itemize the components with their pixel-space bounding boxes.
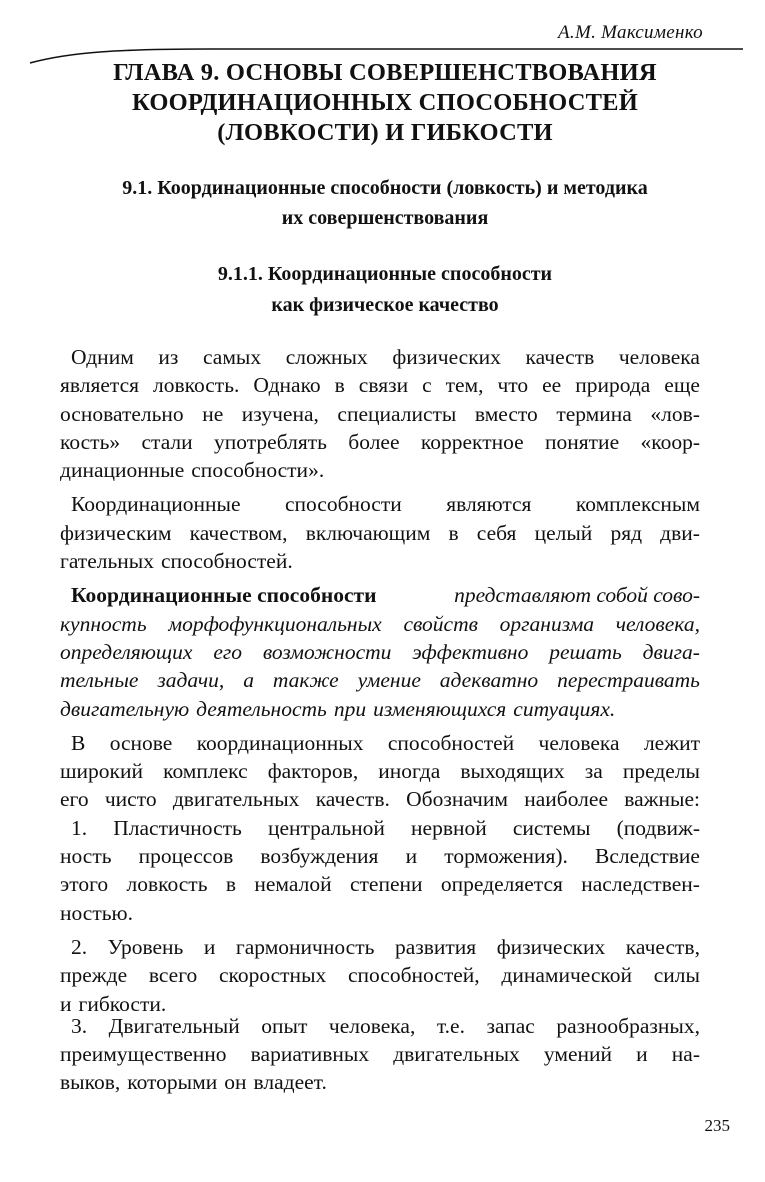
text-line: динационные способности». [60,458,325,483]
text-line: ность процессов возбуждения и торможения). Вследствие [60,844,700,869]
definition-line [60,583,700,611]
text-line: гательных способностей. [60,549,293,574]
text-line: широкий комплекс факторов, иногда выходящих за пределы [60,759,700,784]
text-line: определяющих его возможности эффективно решать двига- [60,639,700,664]
text-line: физическим качеством, включающим в себя целый ряд дви- [60,520,700,545]
chapter-title-line: ГЛАВА 9. ОСНОВЫ СОВЕРШЕНСТВОВАНИЯ [113,59,657,86]
text-line: Одним из самых сложных физических качеств человека [71,345,700,369]
chapter-title [60,58,710,148]
text-line: преимущественно вариативных двигательных умений и на- [60,1042,700,1067]
chapter-title-line: КООРДИНАЦИОННЫХ СПОСОБНОСТЕЙ [132,89,638,116]
section-title-line: 9.1. Координационные способности (ловкость) и методика [122,177,648,199]
page-number: 235 [704,1116,730,1135]
defined-term: Координационные способности [71,583,377,608]
text-line: кость» стали употреблять более корректное понятие «коор- [60,429,700,454]
text-line: ностью. [60,900,133,925]
text-line: прежде всего скоростных способностей, динамической силы [60,963,700,988]
text-line: двигательную деятельность при изменяющихся ситуациях. [60,696,616,721]
list-item-line: 3. Двигательный опыт человека, т.е. запас разнообразных, [71,1013,700,1038]
text-line: этого ловкость в немалой степени определяется наследствен- [60,872,700,897]
text-line: Координационные способности являются комплексным [71,492,700,517]
definition-start: представляют собой сово- [454,583,700,608]
body-text [60,345,700,1099]
text-line: В основе координационных способностей человека лежит [71,730,700,755]
subsection-title-line: как физическое качество [271,294,499,316]
section-title-line: их совершенствования [281,207,489,229]
subsection-title-line: 9.1.1. Координационные способности [217,263,553,285]
text-line: и гибкости. [60,991,167,1016]
text-line: купность морфофункциональных свойств организма человека, [60,611,700,636]
chapter-title-line: (ЛОВКОСТИ) И ГИБКОСТИ [217,119,553,146]
running-head-author: А.М. Максименко [558,22,703,43]
text-line: выков, которыми он владеет. [60,1070,327,1095]
text-line: его чисто двигательных качеств. Обозначим наиболее важные: [60,787,700,812]
text-line: тельные задачи, а также умение адекватно перестраивать [60,668,700,693]
list-item-line: 1. Пластичность центральной нервной системы (подвиж- [71,815,700,840]
section-title [60,173,710,233]
subsection-title [60,259,710,321]
text-line: основательно не изучена, специалисты вместо термина «лов- [60,401,700,426]
list-item-line: 2. Уровень и гармоничность развития физических качеств, [71,934,700,959]
text-line: является ловкость. Однако в связи с тем, что ее природа еще [60,373,700,398]
